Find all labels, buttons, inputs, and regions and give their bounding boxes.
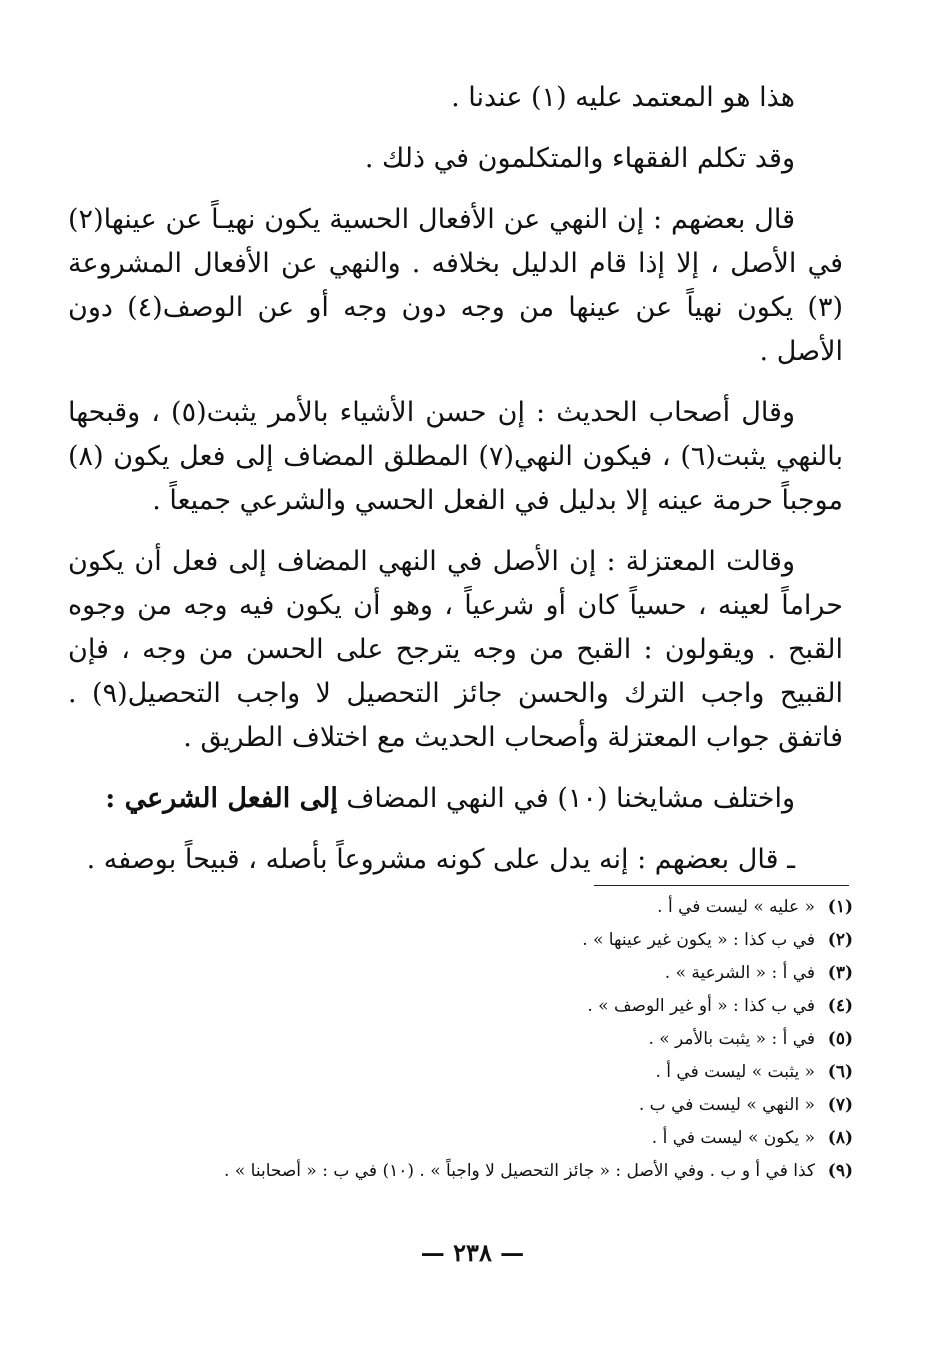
- footnote-number: (٢): [827, 930, 853, 950]
- paragraph-7: ـ قال بعضهم : إنه يدل على كونه مشروعاً بأصله ، قبيحاً بوصفه .: [86, 844, 795, 875]
- footnote-1: [93, 891, 853, 924]
- footnote-number: (٤): [827, 996, 853, 1016]
- paragraph-6-bold: إلى الفعل الشرعي :: [105, 783, 338, 814]
- paragraph-4: وقال أصحاب الحديث : إن حسن الأشياء بالأمر يثبت(٥) ، وقبحها بالنهي يثبت(٦) ، فيكون النهي(٧) المطلق المضاف إلى فعل يكون (٨) موجباً حرمة عينه إلا بدليل في الفعل الحسي والشرعي جميعاً .: [68, 397, 843, 516]
- footnotes: [93, 891, 853, 1188]
- footnote-5: [93, 1023, 853, 1056]
- main-text: [68, 76, 843, 899]
- footnote-4: [93, 990, 853, 1023]
- footnote-number: (٧): [827, 1095, 853, 1115]
- footnote-text: كذا في أ و ب . وفي الأصل : « جائز التحصيل لا واجباً » . (١٠) في ب : « أصحابنا » .: [224, 1161, 815, 1181]
- page-number: — ٢٣٨ —: [420, 1238, 525, 1267]
- paragraph-5: وقالت المعتزلة : إن الأصل في النهي المضاف إلى فعل أن يكون حراماً لعينه ، حسياً كان أو شرعياً ، وهو أن يكون فيه وجه من وجوه القبح . ويقولون : القبح من وجه يترجح على الحسن من وجه ، فإن القبيح واجب الترك والحسن جائز التحصيل لا واجب التحصيل(٩) . فاتفق جواب المعتزلة وأصحاب الحديث مع اختلاف الطريق .: [68, 546, 843, 753]
- footnote-text: في ب كذا : « أو غير الوصف » .: [587, 996, 815, 1016]
- paragraph-1: هذا هو المعتمد عليه (١) عندنا .: [451, 82, 795, 113]
- footnote-text: في أ : « الشرعية » .: [664, 963, 815, 983]
- footnote-separator: [594, 885, 849, 886]
- footnote-number: (١): [827, 897, 853, 917]
- footnote-text: في ب كذا : « يكون غير عينها » .: [582, 930, 815, 950]
- footnote-text: « يكون » ليست في أ .: [651, 1128, 815, 1148]
- paragraph-3: قال بعضهم : إن النهي عن الأفعال الحسية يكون نهيـاً عن عينها(٢) في الأصل ، إلا إذا قام الدليل بخلافه . والنهي عن الأفعال المشروعة (٣) يكون نهياً عن عينها من وجه دون وجه أو عن الوصف(٤) دون الأصل .: [68, 204, 843, 367]
- footnote-text: « عليه » ليست في أ .: [657, 897, 815, 917]
- footnote-number: (٨): [827, 1128, 853, 1148]
- footnote-2: [93, 924, 853, 957]
- footnote-number: (٩): [827, 1161, 853, 1181]
- footnote-number: (٣): [827, 963, 853, 983]
- footnote-9: [93, 1155, 853, 1188]
- footnote-6: [93, 1056, 853, 1089]
- footnote-text: « يثبت » ليست في أ .: [655, 1062, 815, 1082]
- footnote-7: [93, 1089, 853, 1122]
- footnote-3: [93, 957, 853, 990]
- footnote-8: [93, 1122, 853, 1155]
- footnote-number: (٥): [827, 1029, 853, 1049]
- footnote-number: (٦): [827, 1062, 853, 1082]
- paragraph-6-lead: واختلف مشايخنا (١٠) في النهي المضاف: [337, 783, 795, 814]
- footnote-text: في أ : « يثبت بالأمر » .: [648, 1029, 815, 1049]
- footnote-text: « النهي » ليست في ب .: [638, 1095, 815, 1115]
- paragraph-6: [68, 777, 843, 821]
- paragraph-2: وقد تكلم الفقهاء والمتكلمون في ذلك .: [364, 143, 795, 174]
